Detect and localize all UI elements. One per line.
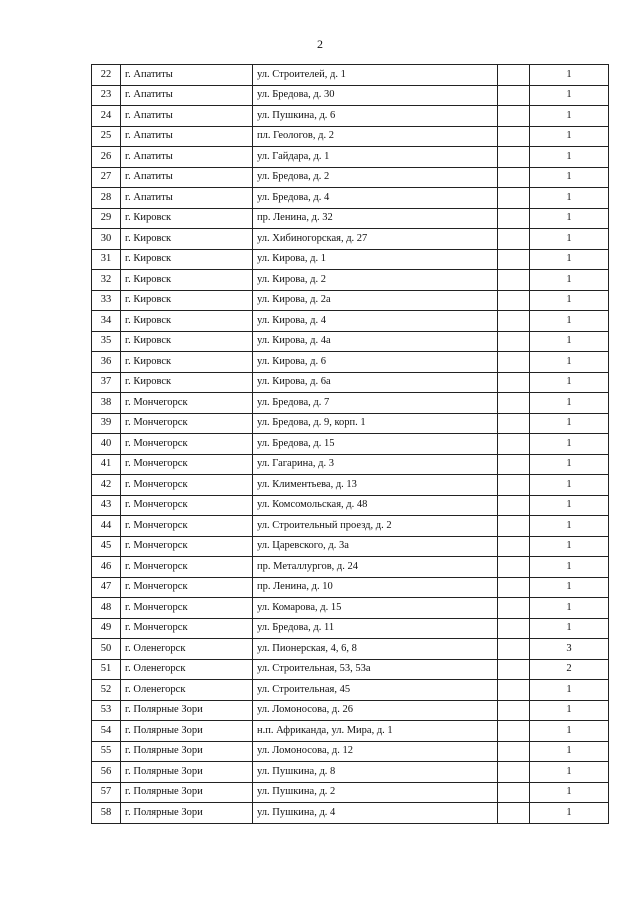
- row-number: 35: [92, 331, 121, 352]
- table-row: [92, 598, 609, 619]
- row-quantity: 1: [530, 352, 609, 373]
- row-number: 23: [92, 85, 121, 106]
- row-number: 44: [92, 516, 121, 537]
- row-quantity: 1: [530, 536, 609, 557]
- row-quantity: 1: [530, 741, 609, 762]
- row-empty-cell: [498, 147, 530, 168]
- row-empty-cell: [498, 721, 530, 742]
- row-quantity: 1: [530, 454, 609, 475]
- row-city: г. Мончегорск: [121, 413, 253, 434]
- row-quantity: 1: [530, 721, 609, 742]
- row-number: 42: [92, 475, 121, 496]
- row-address: ул. Строительная, 53, 53а: [253, 659, 498, 680]
- row-quantity: 1: [530, 516, 609, 537]
- row-empty-cell: [498, 659, 530, 680]
- table-row: [92, 536, 609, 557]
- row-quantity: 1: [530, 249, 609, 270]
- row-address: ул. Бредова, д. 30: [253, 85, 498, 106]
- table-row: [92, 454, 609, 475]
- row-number: 39: [92, 413, 121, 434]
- row-quantity: 1: [530, 762, 609, 783]
- row-quantity: 1: [530, 372, 609, 393]
- row-number: 28: [92, 188, 121, 209]
- row-number: 29: [92, 208, 121, 229]
- row-city: г. Оленегорск: [121, 639, 253, 660]
- row-number: 57: [92, 782, 121, 803]
- row-address: ул. Кирова, д. 4а: [253, 331, 498, 352]
- row-empty-cell: [498, 536, 530, 557]
- row-empty-cell: [498, 639, 530, 660]
- row-empty-cell: [498, 249, 530, 270]
- row-empty-cell: [498, 311, 530, 332]
- row-city: г. Оленегорск: [121, 659, 253, 680]
- row-city: г. Апатиты: [121, 147, 253, 168]
- row-number: 56: [92, 762, 121, 783]
- row-city: г. Апатиты: [121, 65, 253, 86]
- table-row: [92, 393, 609, 414]
- row-empty-cell: [498, 270, 530, 291]
- row-number: 24: [92, 106, 121, 127]
- row-city: г. Полярные Зори: [121, 700, 253, 721]
- row-number: 40: [92, 434, 121, 455]
- row-number: 45: [92, 536, 121, 557]
- row-quantity: 1: [530, 290, 609, 311]
- table-row: [92, 434, 609, 455]
- table-row: [92, 65, 609, 86]
- row-empty-cell: [498, 372, 530, 393]
- row-number: 54: [92, 721, 121, 742]
- row-number: 34: [92, 311, 121, 332]
- row-quantity: 1: [530, 393, 609, 414]
- row-empty-cell: [498, 290, 530, 311]
- row-quantity: 1: [530, 229, 609, 250]
- row-empty-cell: [498, 803, 530, 824]
- row-number: 43: [92, 495, 121, 516]
- row-address: ул. Кирова, д. 2: [253, 270, 498, 291]
- row-city: г. Апатиты: [121, 106, 253, 127]
- table-row: [92, 372, 609, 393]
- row-city: г. Полярные Зори: [121, 803, 253, 824]
- row-number: 46: [92, 557, 121, 578]
- row-address: ул. Царевского, д. 3а: [253, 536, 498, 557]
- table-row: [92, 249, 609, 270]
- row-empty-cell: [498, 598, 530, 619]
- row-city: г. Мончегорск: [121, 598, 253, 619]
- row-address: ул. Комарова, д. 15: [253, 598, 498, 619]
- row-empty-cell: [498, 577, 530, 598]
- row-address: ул. Бредова, д. 11: [253, 618, 498, 639]
- row-quantity: 1: [530, 126, 609, 147]
- row-quantity: 1: [530, 782, 609, 803]
- row-number: 49: [92, 618, 121, 639]
- row-empty-cell: [498, 208, 530, 229]
- row-address: ул. Пионерская, 4, 6, 8: [253, 639, 498, 660]
- row-number: 25: [92, 126, 121, 147]
- row-address: ул. Кирова, д. 2а: [253, 290, 498, 311]
- row-address: ул. Бредова, д. 15: [253, 434, 498, 455]
- row-address: пр. Ленина, д. 10: [253, 577, 498, 598]
- table-row: [92, 721, 609, 742]
- row-empty-cell: [498, 700, 530, 721]
- row-address: ул. Бредова, д. 7: [253, 393, 498, 414]
- row-city: г. Мончегорск: [121, 536, 253, 557]
- row-empty-cell: [498, 680, 530, 701]
- row-city: г. Мончегорск: [121, 434, 253, 455]
- table-row: [92, 516, 609, 537]
- row-number: 47: [92, 577, 121, 598]
- row-address: ул. Пушкина, д. 4: [253, 803, 498, 824]
- row-number: 50: [92, 639, 121, 660]
- row-number: 48: [92, 598, 121, 619]
- row-city: г. Кировск: [121, 229, 253, 250]
- table-row: [92, 557, 609, 578]
- row-quantity: 1: [530, 208, 609, 229]
- row-city: г. Мончегорск: [121, 454, 253, 475]
- row-city: г. Мончегорск: [121, 618, 253, 639]
- row-address: ул. Ломоносова, д. 12: [253, 741, 498, 762]
- row-quantity: 3: [530, 639, 609, 660]
- row-quantity: 1: [530, 803, 609, 824]
- table-row: [92, 126, 609, 147]
- row-city: г. Апатиты: [121, 188, 253, 209]
- row-address: ул. Бредова, д. 9, корп. 1: [253, 413, 498, 434]
- row-quantity: 1: [530, 557, 609, 578]
- row-empty-cell: [498, 126, 530, 147]
- row-city: г. Кировск: [121, 352, 253, 373]
- row-empty-cell: [498, 65, 530, 86]
- row-quantity: 1: [530, 167, 609, 188]
- row-address: ул. Пушкина, д. 8: [253, 762, 498, 783]
- row-address: ул. Кирова, д. 4: [253, 311, 498, 332]
- row-address: ул. Пушкина, д. 6: [253, 106, 498, 127]
- row-city: г. Мончегорск: [121, 557, 253, 578]
- row-empty-cell: [498, 618, 530, 639]
- row-city: г. Апатиты: [121, 85, 253, 106]
- row-quantity: 1: [530, 270, 609, 291]
- table-body: [92, 65, 609, 824]
- row-empty-cell: [498, 782, 530, 803]
- table-row: [92, 311, 609, 332]
- table-row: [92, 290, 609, 311]
- row-address: пр. Ленина, д. 32: [253, 208, 498, 229]
- row-quantity: 1: [530, 311, 609, 332]
- table-row: [92, 352, 609, 373]
- row-address: ул. Хибиногорская, д. 27: [253, 229, 498, 250]
- row-empty-cell: [498, 393, 530, 414]
- row-quantity: 1: [530, 680, 609, 701]
- row-quantity: 1: [530, 65, 609, 86]
- row-address: ул. Строителей, д. 1: [253, 65, 498, 86]
- row-address: пл. Геологов, д. 2: [253, 126, 498, 147]
- table-row: [92, 639, 609, 660]
- row-number: 22: [92, 65, 121, 86]
- row-city: г. Мончегорск: [121, 495, 253, 516]
- row-city: г. Полярные Зори: [121, 782, 253, 803]
- row-quantity: 1: [530, 598, 609, 619]
- row-empty-cell: [498, 106, 530, 127]
- row-city: г. Кировск: [121, 311, 253, 332]
- table-row: [92, 782, 609, 803]
- row-quantity: 1: [530, 413, 609, 434]
- row-address: ул. Строительная, 45: [253, 680, 498, 701]
- table-row: [92, 700, 609, 721]
- row-city: г. Кировск: [121, 270, 253, 291]
- row-empty-cell: [498, 516, 530, 537]
- row-number: 32: [92, 270, 121, 291]
- row-quantity: 1: [530, 434, 609, 455]
- table-row: [92, 85, 609, 106]
- row-quantity: 1: [530, 700, 609, 721]
- row-number: 26: [92, 147, 121, 168]
- row-city: г. Кировск: [121, 249, 253, 270]
- table-row: [92, 229, 609, 250]
- table-row: [92, 495, 609, 516]
- row-number: 55: [92, 741, 121, 762]
- row-empty-cell: [498, 475, 530, 496]
- row-address: ул. Ломоносова, д. 26: [253, 700, 498, 721]
- row-empty-cell: [498, 188, 530, 209]
- row-city: г. Кировск: [121, 331, 253, 352]
- row-city: г. Полярные Зори: [121, 762, 253, 783]
- table-row: [92, 475, 609, 496]
- table-row: [92, 413, 609, 434]
- row-city: г. Полярные Зори: [121, 741, 253, 762]
- row-address: ул. Кирова, д. 6: [253, 352, 498, 373]
- table-row: [92, 208, 609, 229]
- row-quantity: 1: [530, 85, 609, 106]
- row-city: г. Кировск: [121, 208, 253, 229]
- row-quantity: 1: [530, 475, 609, 496]
- row-address: пр. Металлургов, д. 24: [253, 557, 498, 578]
- table-row: [92, 167, 609, 188]
- row-address: н.п. Африканда, ул. Мира, д. 1: [253, 721, 498, 742]
- row-city: г. Полярные Зори: [121, 721, 253, 742]
- row-empty-cell: [498, 331, 530, 352]
- table-row: [92, 331, 609, 352]
- row-address: ул. Гайдара, д. 1: [253, 147, 498, 168]
- row-quantity: 1: [530, 331, 609, 352]
- row-city: г. Мончегорск: [121, 475, 253, 496]
- row-number: 36: [92, 352, 121, 373]
- table-row: [92, 803, 609, 824]
- row-quantity: 2: [530, 659, 609, 680]
- row-city: г. Апатиты: [121, 126, 253, 147]
- row-quantity: 1: [530, 188, 609, 209]
- row-empty-cell: [498, 762, 530, 783]
- row-number: 41: [92, 454, 121, 475]
- row-number: 38: [92, 393, 121, 414]
- row-city: г. Апатиты: [121, 167, 253, 188]
- row-number: 53: [92, 700, 121, 721]
- row-city: г. Кировск: [121, 372, 253, 393]
- row-city: г. Мончегорск: [121, 516, 253, 537]
- row-city: г. Мончегорск: [121, 577, 253, 598]
- row-address: ул. Пушкина, д. 2: [253, 782, 498, 803]
- row-empty-cell: [498, 557, 530, 578]
- row-number: 31: [92, 249, 121, 270]
- address-table: [91, 64, 609, 824]
- table-row: [92, 577, 609, 598]
- row-number: 58: [92, 803, 121, 824]
- row-empty-cell: [498, 85, 530, 106]
- table-row: [92, 680, 609, 701]
- row-empty-cell: [498, 454, 530, 475]
- row-address: ул. Строительный проезд, д. 2: [253, 516, 498, 537]
- row-quantity: 1: [530, 495, 609, 516]
- row-address: ул. Климентьева, д. 13: [253, 475, 498, 496]
- row-empty-cell: [498, 167, 530, 188]
- row-address: ул. Бредова, д. 4: [253, 188, 498, 209]
- row-number: 51: [92, 659, 121, 680]
- row-address: ул. Кирова, д. 6а: [253, 372, 498, 393]
- row-empty-cell: [498, 413, 530, 434]
- table-row: [92, 270, 609, 291]
- row-empty-cell: [498, 434, 530, 455]
- table-row: [92, 659, 609, 680]
- row-number: 27: [92, 167, 121, 188]
- row-number: 37: [92, 372, 121, 393]
- table-row: [92, 618, 609, 639]
- row-city: г. Кировск: [121, 290, 253, 311]
- table-row: [92, 762, 609, 783]
- table-row: [92, 741, 609, 762]
- row-empty-cell: [498, 741, 530, 762]
- row-number: 33: [92, 290, 121, 311]
- row-quantity: 1: [530, 618, 609, 639]
- row-quantity: 1: [530, 577, 609, 598]
- row-quantity: 1: [530, 106, 609, 127]
- table-row: [92, 106, 609, 127]
- row-number: 30: [92, 229, 121, 250]
- row-address: ул. Гагарина, д. 3: [253, 454, 498, 475]
- row-quantity: 1: [530, 147, 609, 168]
- row-address: ул. Кирова, д. 1: [253, 249, 498, 270]
- page-number: 2: [317, 37, 323, 51]
- row-empty-cell: [498, 495, 530, 516]
- row-city: г. Мончегорск: [121, 393, 253, 414]
- row-city: г. Оленегорск: [121, 680, 253, 701]
- row-address: ул. Бредова, д. 2: [253, 167, 498, 188]
- row-number: 52: [92, 680, 121, 701]
- row-empty-cell: [498, 229, 530, 250]
- row-empty-cell: [498, 352, 530, 373]
- table-row: [92, 147, 609, 168]
- row-address: ул. Комсомольская, д. 48: [253, 495, 498, 516]
- table-row: [92, 188, 609, 209]
